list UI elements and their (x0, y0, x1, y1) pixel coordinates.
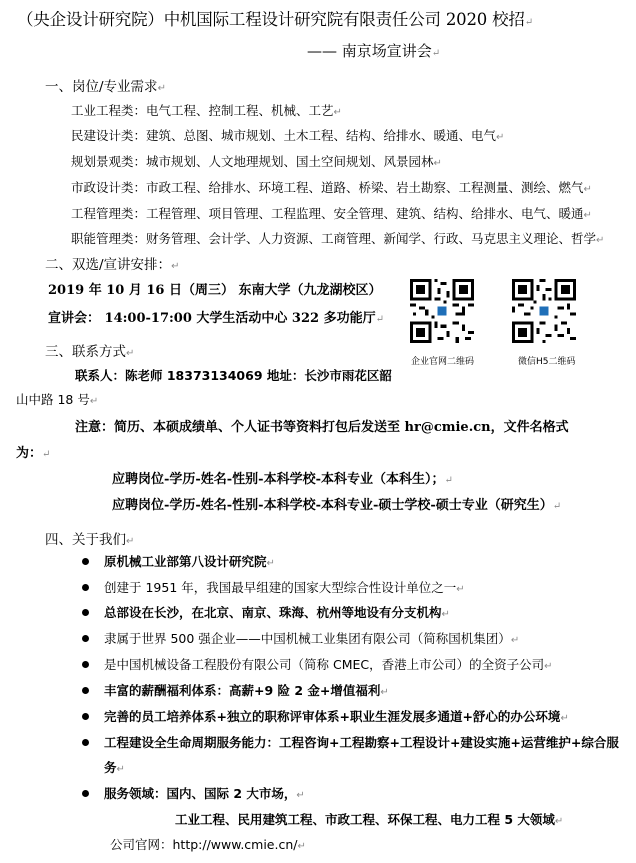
section-heading-schedule: 二、双选/宣讲安排：↵ (45, 257, 180, 273)
position-row: 工业工程类：电气工程、控制工程、机械、工艺↵ (71, 103, 342, 118)
bullet-icon (82, 713, 89, 720)
event-time-venue: 宣讲会： 14:00-17:00 大学生活动中心 322 多功能厅↵ (48, 311, 384, 326)
about-item: 原机械工业部第八设计研究院↵ (104, 554, 275, 569)
note-line: 注意：简历、本硕成绩单、个人证书等资料打包后发送至 hr@cmie.cn，文件名格式 (75, 420, 569, 435)
position-row: 民建设计类：建筑、总图、城市规划、土木工程、结构、给排水、暖通、电气↵ (71, 128, 505, 143)
qr-caption-wechat: 微信H5二维码 (518, 357, 576, 367)
about-item: 创建于 1951 年，我国最早组建的国家大型综合性设计单位之一↵ (104, 580, 465, 595)
company-website-link[interactable]: 公司官网：http://www.cmie.cn/↵ (110, 837, 306, 852)
qr-caption-website: 企业官网二维码 (411, 357, 475, 367)
note-line-cont: 为：↵ (16, 446, 51, 461)
bullet-icon (82, 584, 89, 591)
qr-code-website[interactable] (410, 279, 474, 343)
about-item: 隶属于世界 500 强企业——中国机械工业集团有限公司（简称国机集团）↵ (104, 631, 520, 646)
contact-line: 联系人：陈老师 18373134069 地址：长沙市雨花区韶 (75, 368, 392, 383)
position-row: 市政设计类：市政工程、给排水、环境工程、道路、桥梁、岩土勘察、工程测量、测绘、燃气↵ (71, 180, 592, 195)
position-row: 规划景观类：城市规划、人文地理规划、国土空间规划、风景园林↵ (71, 154, 442, 169)
page-subtitle: —— 南京场宣讲会↵ (307, 42, 441, 60)
bullet-icon (82, 661, 89, 668)
event-date-location: 2019 年 10 月 16 日（周三） 东南大学（九龙湖校区） (48, 283, 382, 298)
about-item: 工程建设全生命周期服务能力：工程咨询+工程勘察+工程设计+建设实施+运营维护+综合服 (104, 735, 619, 750)
about-item: 丰富的薪酬福利体系：高薪+9 险 2 金+增值福利↵ (104, 683, 389, 698)
section-heading-contact: 三、联系方式↵ (45, 344, 135, 360)
filename-format-grad: 应聘岗位-学历-姓名-性别-本科学校-本科专业-硕士学校-硕士专业（研究生）↵ (112, 498, 562, 513)
about-item: 完善的员工培养体系+独立的职称评审体系+职业生涯发展多通道+舒心的办公环境↵ (104, 709, 569, 724)
about-item-cont: 务↵ (104, 760, 125, 775)
bullet-icon (82, 609, 89, 616)
bullet-icon (82, 739, 89, 746)
service-fields: 工业工程、民用建筑工程、市政工程、环保工程、电力工程 5 大领域↵ (175, 812, 564, 827)
about-item: 服务领域：国内、国际 2 大市场，↵ (104, 786, 305, 801)
section-heading-positions: 一、岗位/专业需求↵ (45, 79, 166, 95)
position-row: 工程管理类：工程管理、项目管理、工程监理、安全管理、建筑、结构、给排水、电气、暖通↵ (71, 206, 592, 221)
filename-format-undergrad: 应聘岗位-学历-姓名-性别-本科学校-本科专业（本科生）；↵ (112, 472, 453, 487)
qr-code-wechat[interactable] (512, 279, 576, 343)
bullet-icon (82, 558, 89, 565)
about-item: 总部设在长沙，在北京、南京、珠海、杭州等地设有分支机构↵ (104, 605, 450, 620)
position-row: 职能管理类：财务管理、会计学、人力资源、工商管理、新闻学、行政、马克思主义理论、哲学↵ (71, 231, 605, 246)
page-title: （央企设计研究院）中机国际工程设计研究院有限责任公司 2020 校招↵ (17, 10, 533, 29)
bullet-icon (82, 790, 89, 797)
about-item: 是中国机械设备工程股份有限公司（简称 CMEC，香港上市公司）的全资子公司↵ (104, 657, 553, 672)
contact-address-cont: 山中路 18 号↵ (16, 392, 99, 407)
bullet-icon (82, 635, 89, 642)
section-heading-about: 四、关于我们↵ (45, 532, 135, 548)
bullet-icon (82, 687, 89, 694)
